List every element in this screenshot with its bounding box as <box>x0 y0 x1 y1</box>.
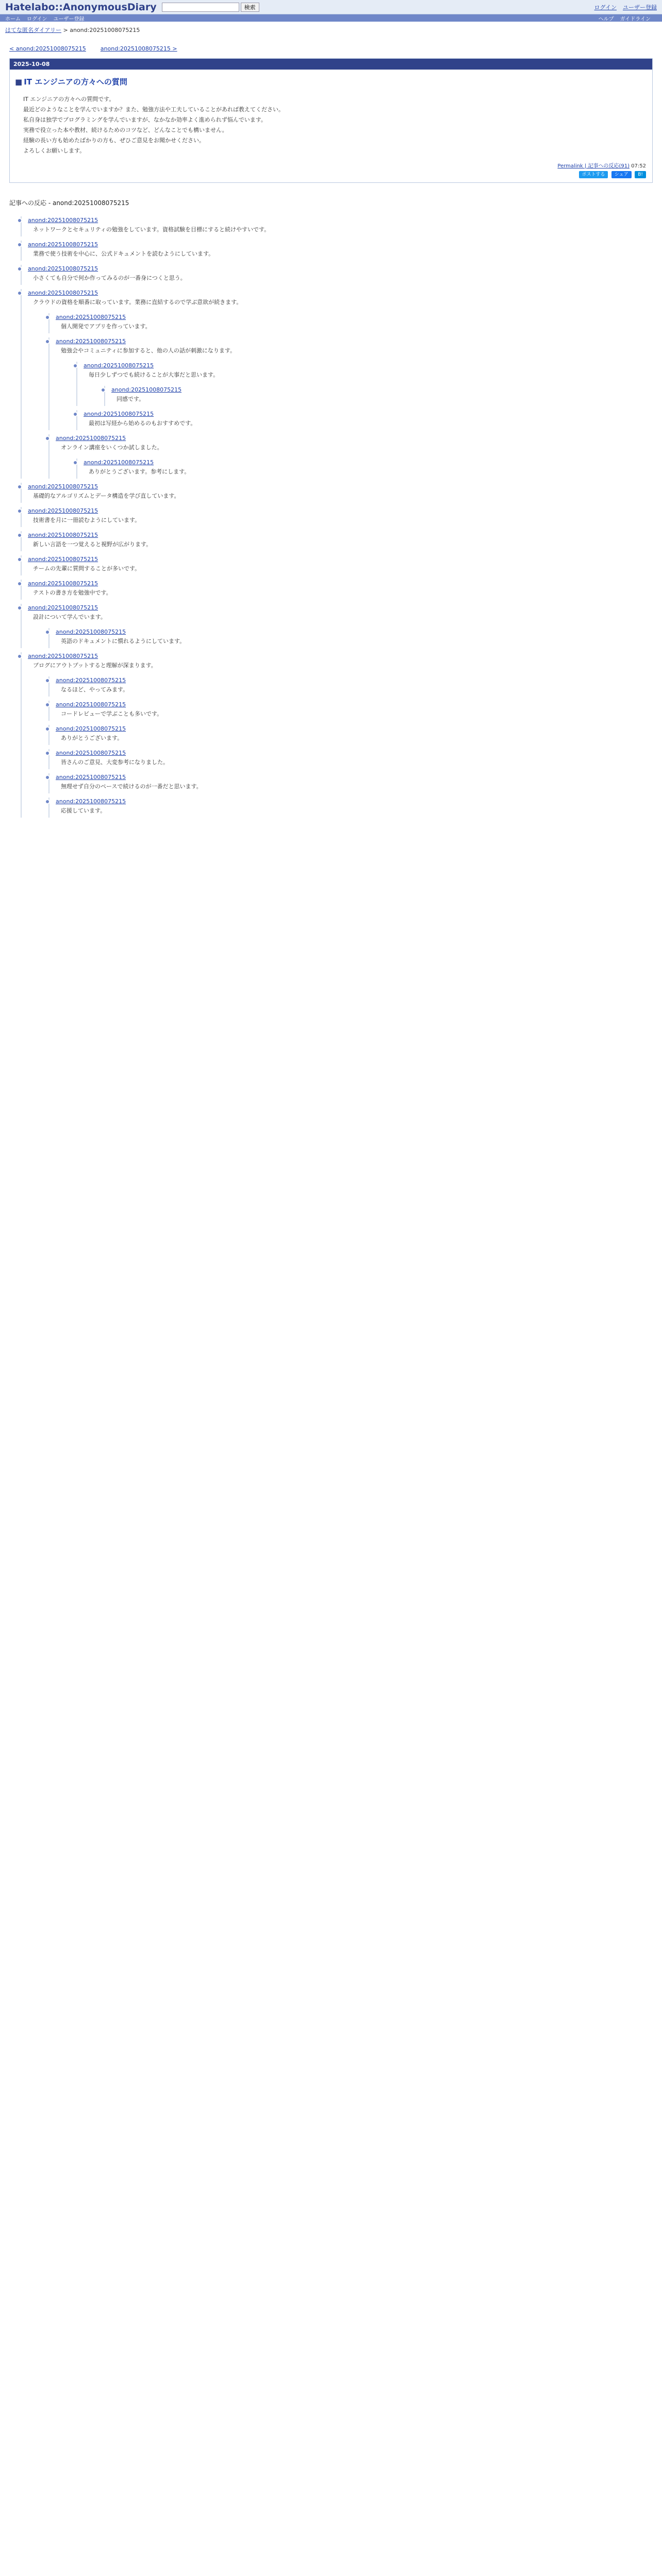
reply-item <box>76 410 662 430</box>
reply-bullet-icon <box>17 557 22 562</box>
reply-bullet-icon <box>17 218 22 223</box>
reply-item <box>76 459 662 479</box>
reply-header <box>84 410 662 418</box>
reply-body: 応援しています。 <box>61 807 106 814</box>
site-header <box>0 0 662 14</box>
reply-bullet-icon <box>45 775 50 780</box>
reply-author-link[interactable]: anond:20251008075215 <box>28 604 98 611</box>
article-paragraph: 経験の長い方も始めたばかりの方も、ぜひご意見をお聞かせください。 <box>23 137 205 144</box>
reply-bullet-icon <box>17 266 22 272</box>
reply-item <box>48 701 662 721</box>
reply-author-link[interactable]: anond:20251008075215 <box>56 677 126 684</box>
reply-body: 勉強会やコミュニティに参加すると、他の人の話が刺激になります。 <box>61 347 236 354</box>
article-body <box>10 90 652 161</box>
reply-author-link[interactable]: anond:20251008075215 <box>28 241 98 248</box>
subnav-help[interactable]: ヘルプ <box>598 16 614 22</box>
reply-bullet-icon <box>45 726 50 732</box>
reply-item <box>48 798 662 818</box>
reply-item <box>21 241 662 261</box>
reply-author-link[interactable]: anond:20251008075215 <box>28 580 98 587</box>
subnav-guideline[interactable]: ガイドライン <box>620 16 651 22</box>
reply-body: 個人開発でアプリを作っています。 <box>61 323 151 330</box>
reply-body: 業務で使う技術を中心に、公式ドキュメントを読むようにしています。 <box>33 250 214 257</box>
reply-header <box>28 604 662 612</box>
reply-item <box>48 773 662 793</box>
reply-body: 皆さんのご意見、大変参考になりました。 <box>61 759 169 766</box>
search-button[interactable]: 検索 <box>241 3 259 12</box>
reply-item <box>21 483 662 503</box>
reply-bullet-icon <box>17 654 22 659</box>
reply-item <box>48 313 662 333</box>
reply-header <box>56 676 662 684</box>
breadcrumb <box>0 22 662 34</box>
register-link[interactable]: ユーザー登録 <box>623 4 657 11</box>
reply-item <box>21 604 662 648</box>
reply-author-link[interactable]: anond:20251008075215 <box>111 386 182 393</box>
reply-header <box>56 725 662 733</box>
reply-bullet-icon <box>101 387 106 393</box>
reply-bullet-icon <box>73 363 78 368</box>
reply-header <box>28 265 662 273</box>
reply-body: 新しい言語を一つ覚えると視野が広がります。 <box>33 541 152 548</box>
reply-header <box>28 507 662 515</box>
site-logo[interactable]: Hatelabo::AnonymousDiary <box>5 1 157 13</box>
reply-header <box>28 216 662 224</box>
reply-body: 毎日少しずつでも続けることが大事だと思います。 <box>89 371 219 378</box>
reply-bullet-icon <box>45 339 50 344</box>
article <box>9 58 653 183</box>
search-input[interactable] <box>162 3 239 12</box>
reply-author-link[interactable]: anond:20251008075215 <box>28 507 98 514</box>
reply-item <box>21 531 662 551</box>
reply-item <box>21 580 662 600</box>
subnav-login[interactable]: ログイン <box>27 16 47 22</box>
reply-bullet-icon <box>17 291 22 296</box>
share-x-button[interactable]: ポストする <box>579 171 608 178</box>
title-square-icon: ■ <box>15 77 23 87</box>
reply-header <box>84 362 662 369</box>
article-paragraph: IT エンジニアの方々への質問です。 <box>23 96 115 103</box>
reply-header <box>28 580 662 587</box>
reply-item <box>21 507 662 527</box>
reply-body: テストの書き方を勉強中です。 <box>33 589 112 596</box>
reply-header <box>28 241 662 248</box>
reply-item <box>48 725 662 745</box>
article-title-link[interactable]: IT エンジニアの方々への質問 <box>24 77 127 87</box>
reply-author-link[interactable]: anond:20251008075215 <box>56 314 126 320</box>
reply-body: 小さくても自分で何か作ってみるのが一番身につくと思う。 <box>33 275 186 281</box>
reply-header <box>56 773 662 781</box>
reply-body: ブログにアウトプットすると理解が深まります。 <box>33 662 157 669</box>
reply-body: 同感です。 <box>117 396 145 402</box>
reply-item <box>21 265 662 285</box>
reply-author-link[interactable]: anond:20251008075215 <box>28 532 98 538</box>
article-title <box>10 70 652 90</box>
article-paragraph: 実務で役立った本や教材、続けるためのコツなど、どんなことでも構いません。 <box>23 127 228 133</box>
reply-author-link[interactable]: anond:20251008075215 <box>28 217 98 224</box>
reply-body: クラウドの資格を順番に取っています。業務に直結するので学ぶ意欲が続きます。 <box>33 299 242 306</box>
reply-author-link[interactable]: anond:20251008075215 <box>84 459 154 466</box>
reply-body: コードレビューで学ぶことも多いです。 <box>61 710 163 717</box>
reply-header <box>56 313 662 321</box>
reply-author-link[interactable]: anond:20251008075215 <box>56 725 126 732</box>
sub-header <box>0 14 662 22</box>
article-paragraph: よろしくお願いします。 <box>23 147 86 154</box>
reply-body: チームの先輩に質問することが多いです。 <box>33 565 141 572</box>
reply-author-link[interactable]: anond:20251008075215 <box>56 435 126 442</box>
reply-author-link[interactable]: anond:20251008075215 <box>28 265 98 272</box>
breadcrumb-separator: > <box>61 27 70 33</box>
reply-item <box>48 628 662 648</box>
permalink[interactable]: Permalink | 記事への反応(91) <box>557 163 630 169</box>
reply-item <box>104 386 662 406</box>
article-time: 07:52 <box>631 163 646 169</box>
reply-bullet-icon <box>73 412 78 417</box>
reply-header <box>56 337 662 345</box>
reply-bullet-icon <box>45 702 50 707</box>
breadcrumb-current: anond:20251008075215 <box>70 27 140 33</box>
reply-header <box>28 531 662 539</box>
reply-header <box>56 434 662 442</box>
reply-bullet-icon <box>17 605 22 611</box>
reply-author-link[interactable]: anond:20251008075215 <box>56 629 126 635</box>
reply-bullet-icon <box>45 315 50 320</box>
reply-item <box>76 362 662 406</box>
reply-header <box>28 652 662 660</box>
reply-item <box>48 676 662 697</box>
article-footer <box>10 161 652 171</box>
reply-body: 技術書を月に一冊読むようにしています。 <box>33 517 141 523</box>
reply-header <box>56 798 662 805</box>
next-entry-link[interactable]: anond:20251008075215 > <box>100 45 177 52</box>
reply-bullet-icon <box>17 533 22 538</box>
reply-item <box>21 216 662 236</box>
reply-body: 基礎的なアルゴリズムとデータ構造を学び直しています。 <box>33 493 180 499</box>
reply-body: 無理せず自分のペースで続けるのが一番だと思います。 <box>61 783 202 790</box>
reply-body: 設計について学んでいます。 <box>33 614 106 620</box>
share-hatebu-button[interactable]: B! <box>635 171 646 178</box>
reply-tree <box>0 210 662 818</box>
reply-bullet-icon <box>73 460 78 465</box>
reply-item <box>21 289 662 479</box>
reply-author-link[interactable]: anond:20251008075215 <box>84 362 154 369</box>
reply-bullet-icon <box>17 581 22 586</box>
reply-item <box>48 749 662 769</box>
reply-header <box>28 483 662 490</box>
reply-author-link[interactable]: anond:20251008075215 <box>56 338 126 345</box>
reply-author-link[interactable]: anond:20251008075215 <box>28 483 98 490</box>
reply-item <box>48 434 662 479</box>
reply-header <box>28 289 662 297</box>
subnav-register[interactable]: ユーザー登録 <box>53 16 85 22</box>
reply-body: ありがとうございます。 <box>61 735 123 741</box>
reply-bullet-icon <box>45 436 50 441</box>
pager <box>0 34 662 58</box>
reply-author-link[interactable]: anond:20251008075215 <box>28 556 98 563</box>
reply-bullet-icon <box>45 678 50 683</box>
reply-body: なるほど、やってみます。 <box>61 686 129 693</box>
reply-author-link[interactable]: anond:20251008075215 <box>28 653 98 659</box>
reply-item <box>48 337 662 430</box>
reply-body: オンライン講座をいくつか試しました。 <box>61 444 163 451</box>
reply-item <box>21 652 662 818</box>
reply-item <box>21 555 662 575</box>
prev-entry-link[interactable]: < anond:20251008075215 <box>9 45 86 52</box>
reply-header <box>56 749 662 757</box>
reply-author-link[interactable]: anond:20251008075215 <box>84 411 154 417</box>
article-paragraph: 私自身は独学でプログラミングを学んでいますが、なかなか効率よく進められず悩んでいます。 <box>23 116 267 123</box>
reply-body: ネットワークとセキュリティの勉強をしています。資格試験を目標にすると続けやすいです。 <box>33 226 270 233</box>
reply-bullet-icon <box>45 799 50 804</box>
reply-header <box>56 701 662 708</box>
reply-header <box>111 386 662 394</box>
reply-author-link[interactable]: anond:20251008075215 <box>56 774 126 781</box>
reply-header <box>84 459 662 466</box>
responses-title: 記事への反応 - anond:20251008075215 <box>9 199 129 207</box>
reply-author-link[interactable]: anond:20251008075215 <box>56 798 126 805</box>
subnav-home[interactable]: ホーム <box>5 16 21 22</box>
reply-author-link[interactable]: anond:20251008075215 <box>56 750 126 756</box>
reply-header <box>56 628 662 636</box>
reply-header <box>28 555 662 563</box>
share-facebook-button[interactable]: シェア <box>611 171 632 178</box>
reply-bullet-icon <box>17 242 22 247</box>
article-paragraph: 最近どのようなことを学んでいますか？また、勉強方法や工夫していることがあれば教えてください。 <box>23 106 284 113</box>
article-date: 2025-10-08 <box>10 59 652 70</box>
reply-body: ありがとうございます。参考にします。 <box>89 468 190 475</box>
reply-body: 英語のドキュメントに慣れるようにしています。 <box>61 638 186 645</box>
reply-bullet-icon <box>45 630 50 635</box>
reply-bullet-icon <box>45 751 50 756</box>
share-buttons <box>10 171 652 182</box>
reply-author-link[interactable]: anond:20251008075215 <box>56 701 126 708</box>
breadcrumb-root[interactable]: はてな匿名ダイアリー <box>5 27 62 33</box>
login-link[interactable]: ログイン <box>594 4 617 11</box>
header-nav <box>594 3 657 11</box>
reply-bullet-icon <box>17 484 22 489</box>
reply-body: 最初は写経から始めるのもおすすめです。 <box>89 420 196 427</box>
reply-author-link[interactable]: anond:20251008075215 <box>28 290 98 296</box>
reply-bullet-icon <box>17 509 22 514</box>
